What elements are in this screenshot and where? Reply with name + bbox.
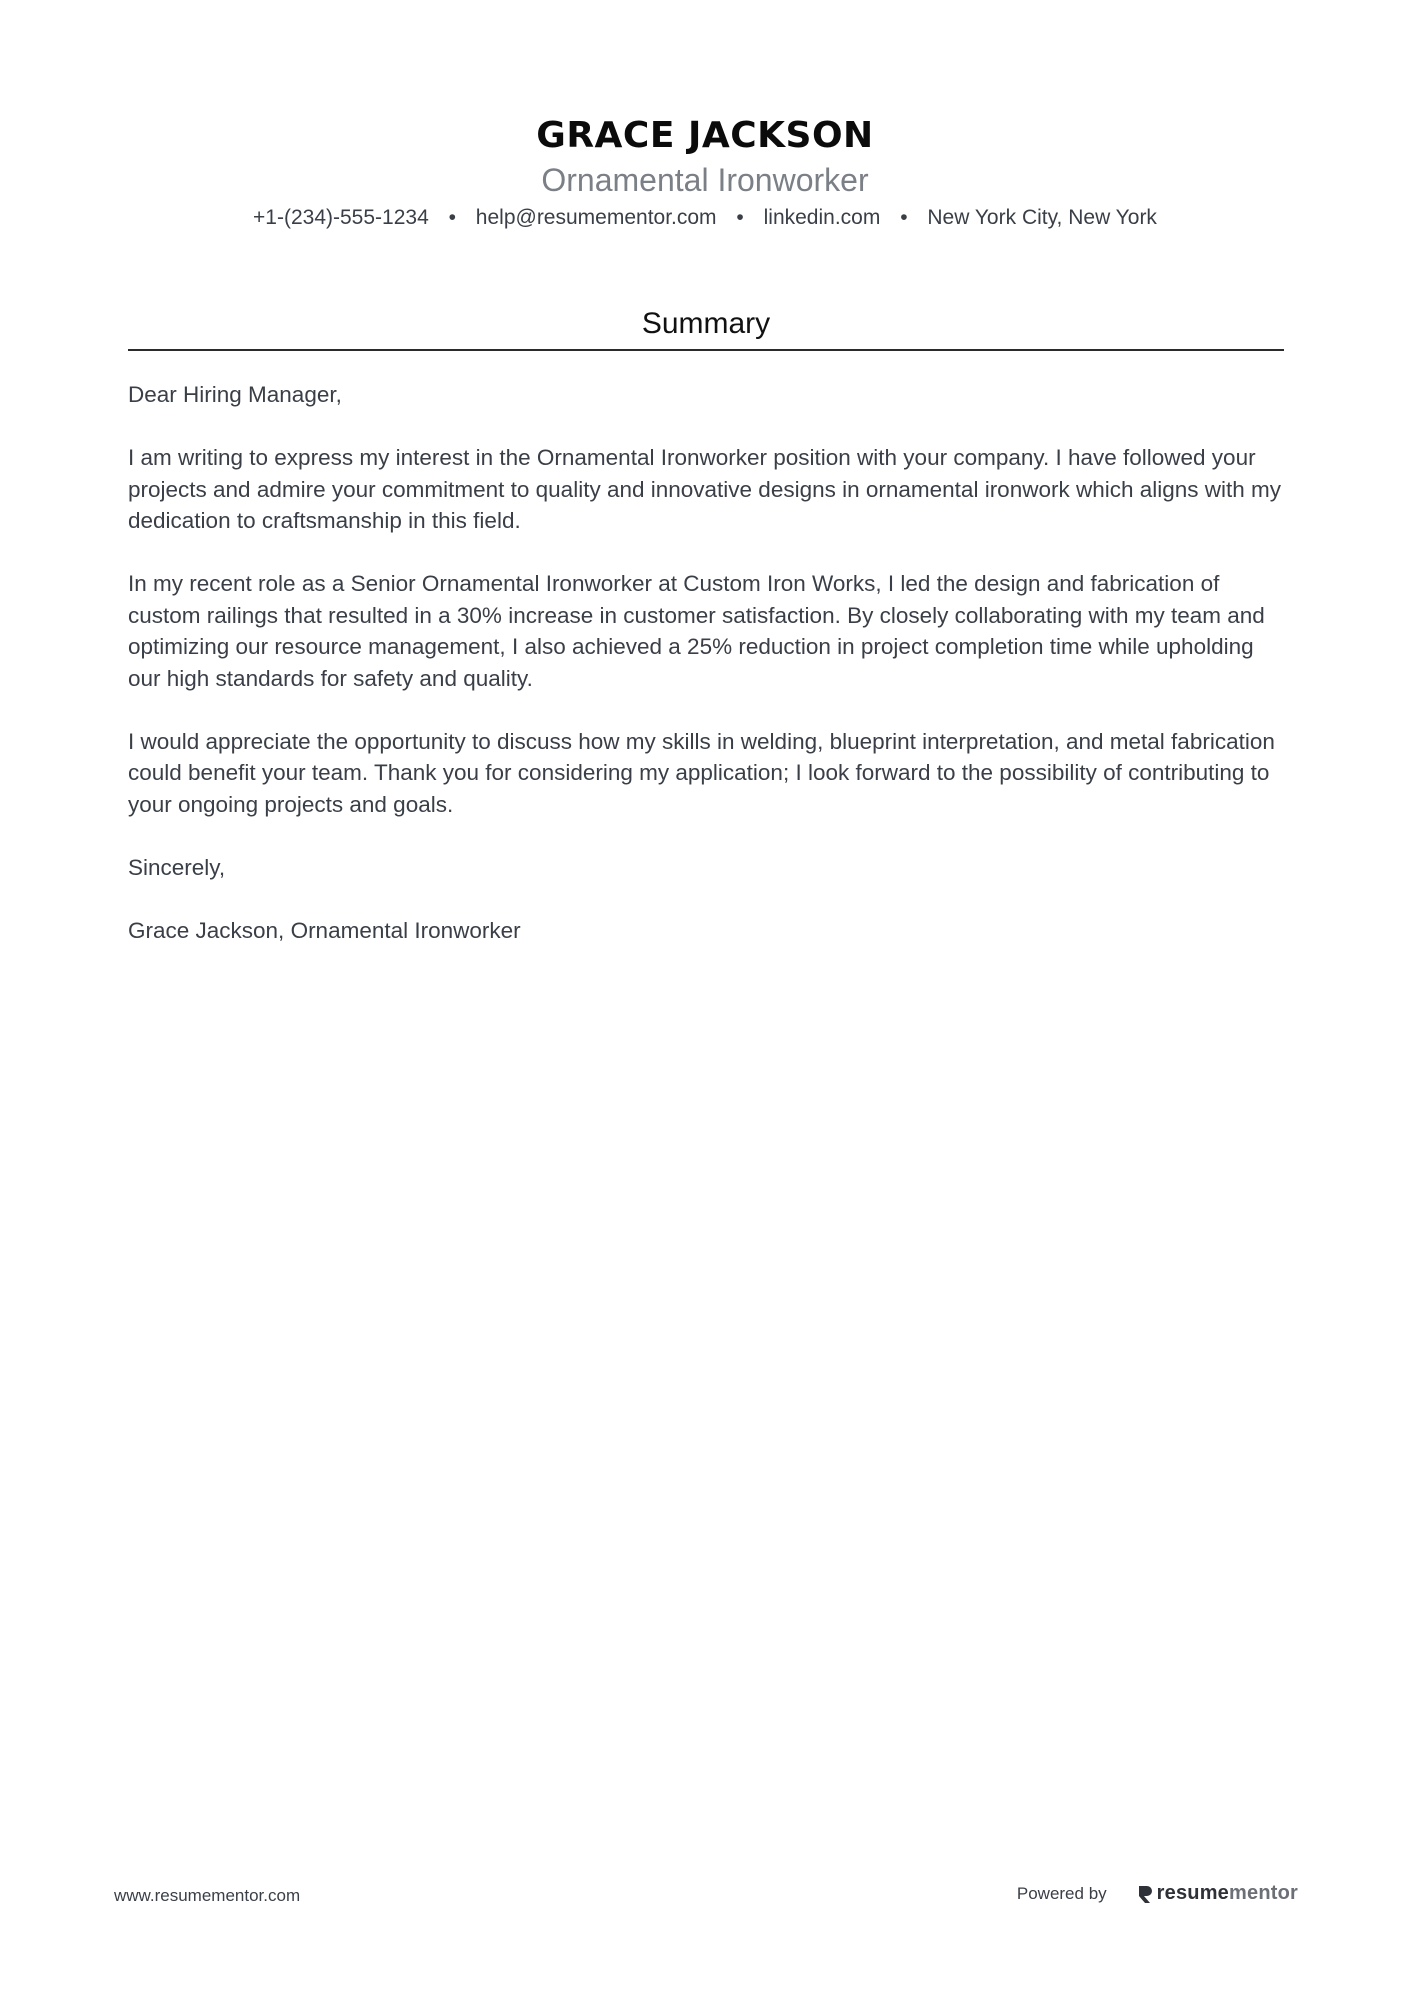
contact-separator: • — [736, 206, 744, 229]
contact-separator: • — [900, 206, 908, 229]
signature: Grace Jackson, Ornamental Ironworker — [128, 917, 521, 943]
closing: Sincerely, — [128, 854, 226, 880]
contact-separator: • — [448, 206, 456, 229]
letter-paragraph: I am writing to express my interest in the Ornamental Ironworker position with your company. I have followed your projects and admire your commitment to quality and innovative designs in ornamental ironwork which aligns with my dedication to craftsmanship in this field. — [128, 445, 1282, 533]
footer-branding — [1017, 1882, 1298, 1905]
contact-phone: +1-(234)-555-1234 — [253, 206, 429, 229]
letter-paragraph: In my recent role as a Senior Ornamental Ironworker at Custom Iron Works, I led the design and fabrication of custom railings that resulted in a 30% increase in customer satisfaction. By closely collaborating with my team and optimizing our resource management, I also achieved a 25% reduction in project completion time while upholding our high standards for safety and quality. — [128, 571, 1265, 691]
summary-section — [128, 304, 1284, 978]
contact-line — [0, 204, 1410, 232]
candidate-name: GRACE JACKSON — [536, 115, 874, 156]
letter-paragraph: I would appreciate the opportunity to discuss how my skills in welding, blueprint interpretation, and metal fabrication could benefit your team. Thank you for considering my application; I look forward to the possibility of contributing to your ongoing projects and goals. — [128, 728, 1275, 817]
powered-by-label: Powered by — [1016, 1883, 1107, 1903]
salutation: Dear Hiring Manager, — [128, 382, 342, 407]
section-title: Summary — [128, 304, 1284, 351]
contact-location: New York City, New York — [927, 206, 1157, 229]
resumementor-logo[interactable] — [1137, 1882, 1298, 1905]
resumementor-logo-icon — [1137, 1884, 1153, 1904]
logo-text-resume: resume — [1156, 1882, 1230, 1904]
letter-body — [128, 379, 1284, 946]
header — [0, 112, 1410, 232]
contact-email[interactable]: help@resumementor.com — [475, 206, 717, 229]
contact-linkedin[interactable]: linkedin.com — [763, 206, 881, 229]
job-title: Ornamental Ironworker — [541, 162, 869, 198]
logo-text-mentor: mentor — [1229, 1882, 1298, 1904]
footer-website[interactable]: www.resumementor.com — [114, 1886, 301, 1905]
